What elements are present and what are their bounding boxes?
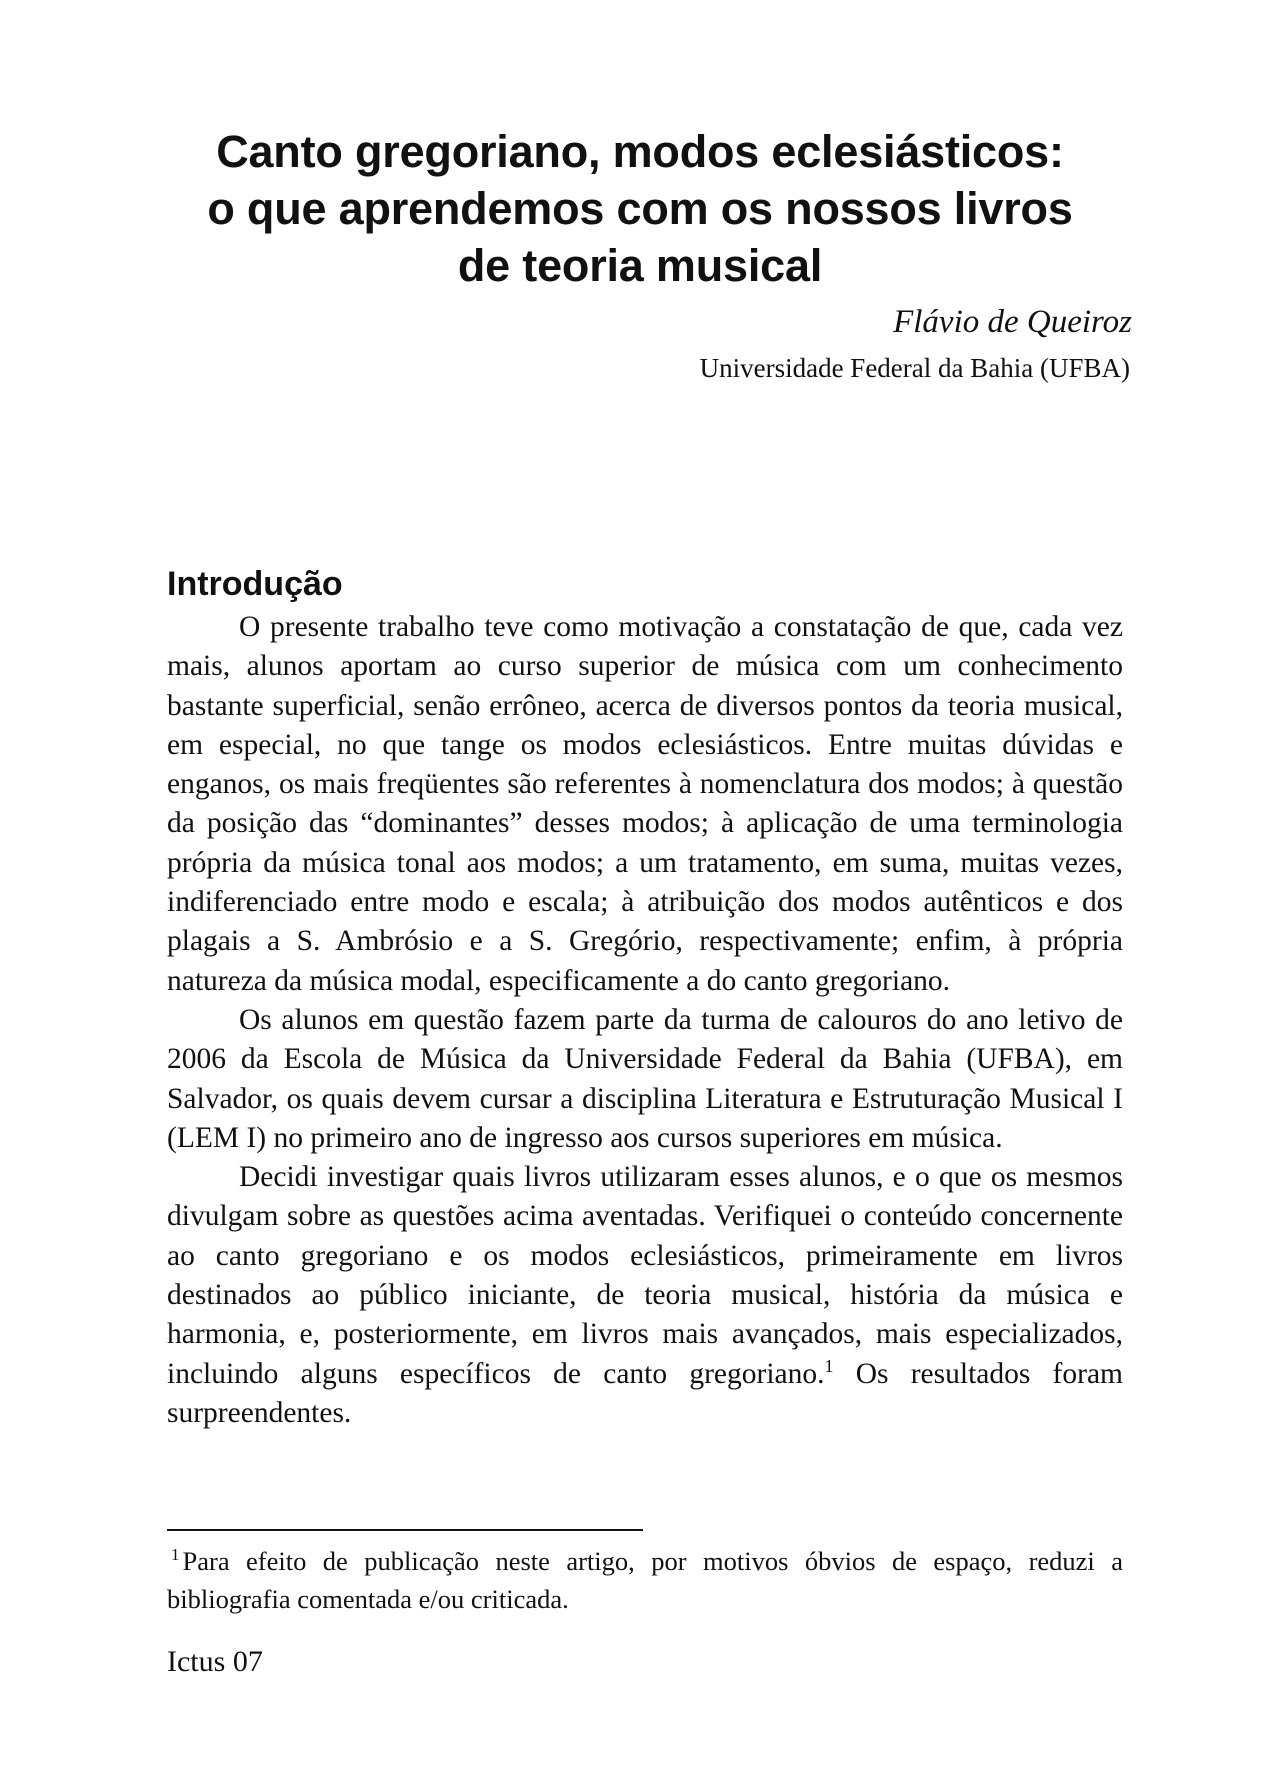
- section-heading: Introdução: [167, 565, 343, 603]
- author-affiliation: Universidade Federal da Bahia (UFBA): [699, 353, 1130, 383]
- section-body: [167, 608, 1123, 1433]
- paragraph-3-tail: Os resultados foram surpreendentes.: [167, 1357, 1123, 1429]
- footnote-divider: [167, 1529, 643, 1531]
- paragraph-3-text: Decidi investigar quais livros utilizaram esses alunos, e o que os mesmos divulgam sobre as questões acima aventadas. Verifiquei o conteúdo concernente ao canto gregoriano e os modos eclesiásticos, primeiramente em livros destinados ao público iniciante, de teoria musical, história da música e harmonia, e, posteriormente, em livros mais avançados, mais especializados, incluindo alguns específicos de canto gregoriano.: [167, 1161, 1123, 1390]
- paragraph-2: Os alunos em questão fazem parte da turma de calouros do ano letivo de 2006 da Escola de Música da Universidade Federal da Bahia (UFBA), em Salvador, os quais devem cursar a disciplina Literatura e Estruturação Musical I (LEM I) no primeiro ano de ingresso aos cursos superiores em música.: [167, 1003, 1123, 1154]
- title-line-3: de teoria musical: [457, 240, 823, 291]
- footnote-reference[interactable]: 1: [824, 1355, 834, 1376]
- paragraph-3: [167, 1158, 1123, 1433]
- author-name: Flávio de Queiroz: [893, 304, 1132, 340]
- title-line-1: Canto gregoriano, modos eclesiásticos:: [216, 126, 1064, 177]
- article-title: [120, 123, 1160, 294]
- running-footer: Ictus 07: [167, 1645, 263, 1678]
- footnote-text: Para efeito de publicação neste artigo, por motivos óbvios de espaço, reduzi a bibliografia comentada e/ou criticada.: [167, 1546, 1123, 1614]
- footnote-mark: 1: [171, 1545, 180, 1565]
- footnote: [167, 1542, 1123, 1618]
- title-line-2: o que aprendemos com os nossos livros: [207, 183, 1073, 234]
- paragraph-1: O presente trabalho teve como motivação a constatação de que, cada vez mais, alunos aportam ao curso superior de música com um conhecimento bastante superficial, senão errôneo, acerca de diversos pontos da teoria musical, em especial, no que tange os modos eclesiásticos. Entre muitas dúvidas e enganos, os mais freqüentes são referentes à nomenclatura dos modos; à questão da posição das “dominantes” desses modos; à aplicação de uma terminologia própria da música tonal aos modos; a um tratamento, em suma, muitas vezes, indiferenciado entre modo e escala; à atribuição dos modos autênticos e dos plagais a S. Ambrósio e a S. Gregório, respectivamente; enfim, à própria natureza da música modal, especificamente a do canto gregoriano.: [167, 611, 1123, 997]
